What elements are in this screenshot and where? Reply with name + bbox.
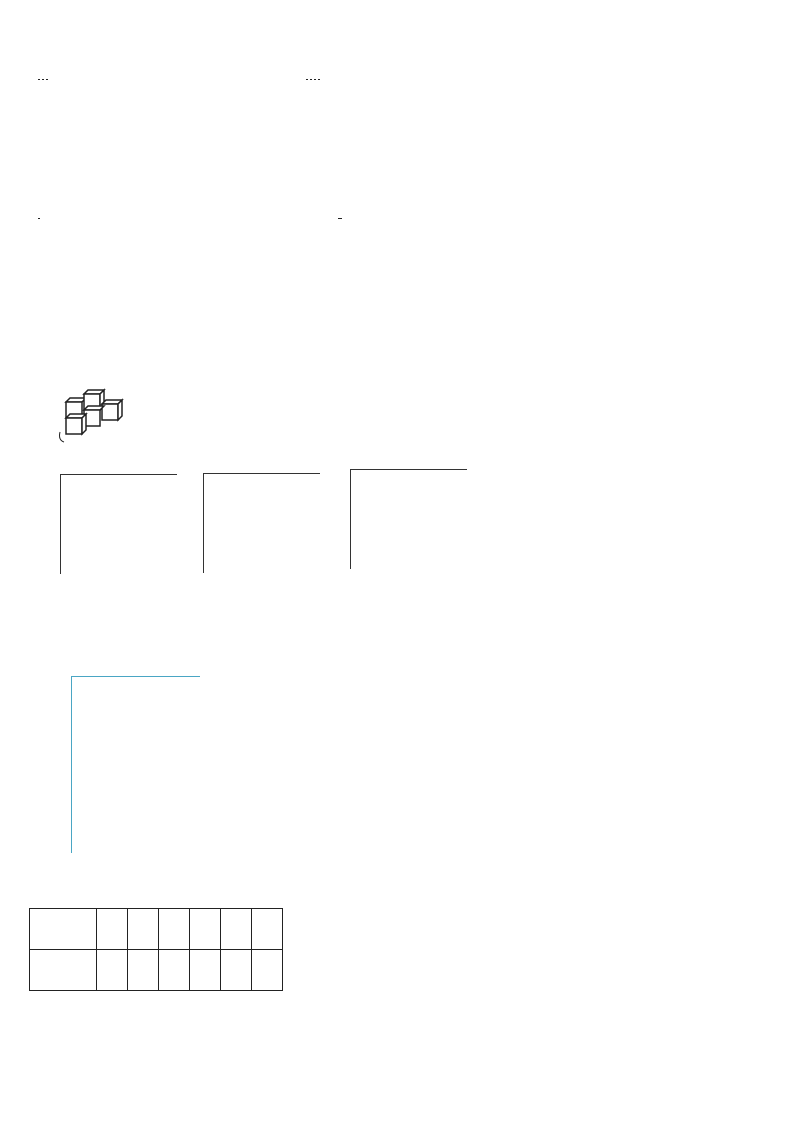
- expression-1: [38, 78, 48, 81]
- fraction: [340, 217, 342, 220]
- fraction: [306, 78, 308, 81]
- score-table: [29, 908, 283, 991]
- table-row: [30, 909, 283, 950]
- cube-figure: [56, 388, 136, 448]
- fraction: [46, 78, 48, 81]
- grid-front[interactable]: [60, 474, 177, 574]
- table-header-cell: [30, 909, 97, 950]
- unit-cell: [221, 909, 252, 950]
- unit-cell: [252, 909, 283, 950]
- fraction: [42, 78, 44, 81]
- fraction: [310, 78, 312, 81]
- fraction: [38, 78, 40, 81]
- chart-grid[interactable]: [71, 676, 200, 853]
- score-cell: [128, 950, 159, 991]
- grid-top[interactable]: [350, 469, 467, 569]
- table-row-label: [30, 950, 97, 991]
- fraction: [38, 217, 40, 220]
- unit-cell: [128, 909, 159, 950]
- score-cell: [221, 950, 252, 991]
- unit-cell: [97, 909, 128, 950]
- equation-2: [338, 217, 342, 220]
- score-cell: [252, 950, 283, 991]
- score-cell: [97, 950, 128, 991]
- table-row: [30, 950, 283, 991]
- grid-left[interactable]: [203, 473, 320, 573]
- equation-1: [38, 217, 40, 220]
- expression-2: [306, 78, 320, 81]
- score-cell: [190, 950, 221, 991]
- unit-cell: [190, 909, 221, 950]
- fraction: [314, 78, 316, 81]
- unit-cell: [159, 909, 190, 950]
- fraction: [318, 78, 320, 81]
- score-cell: [159, 950, 190, 991]
